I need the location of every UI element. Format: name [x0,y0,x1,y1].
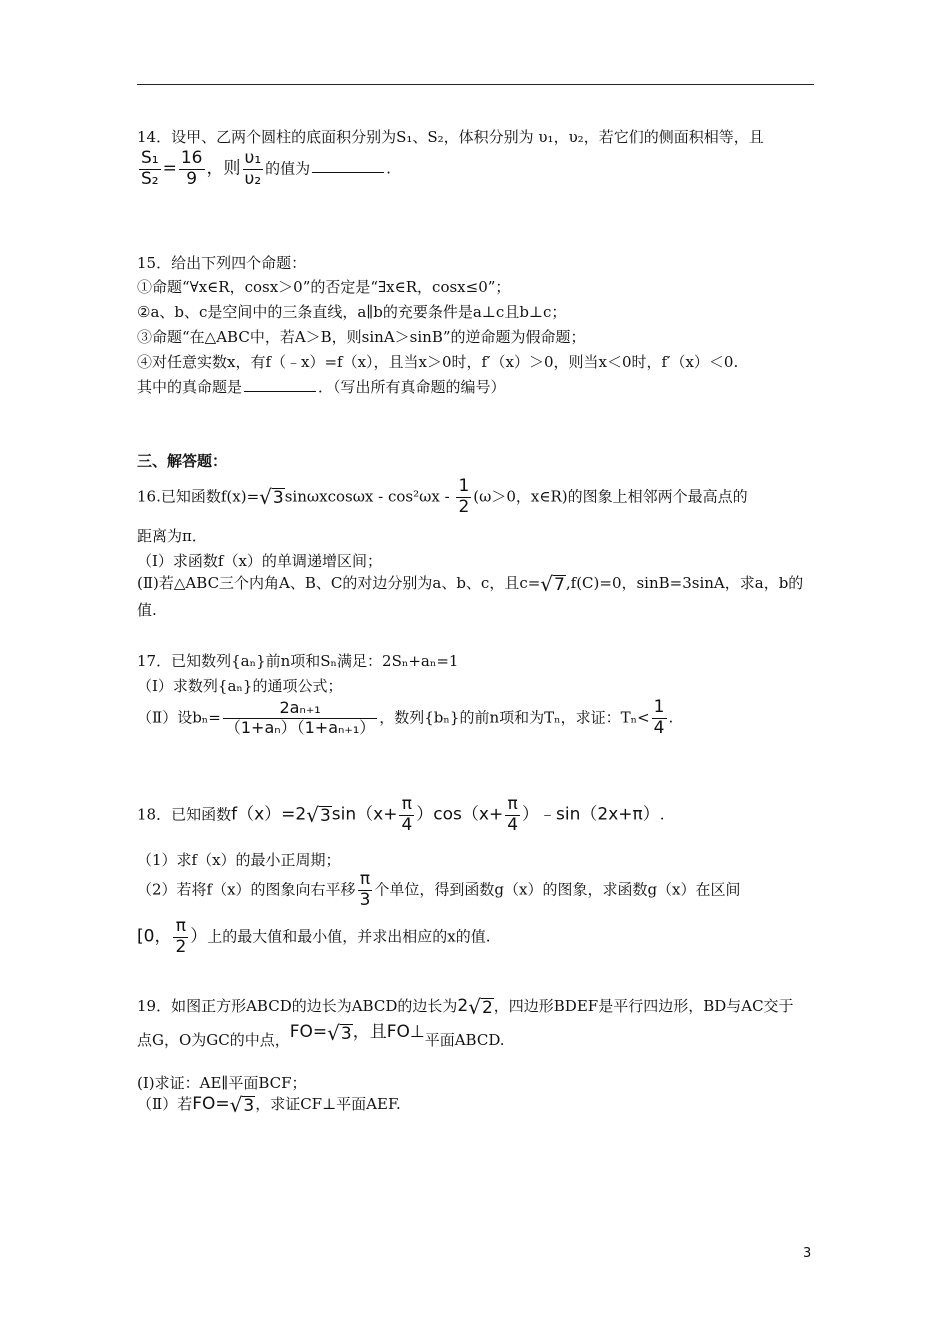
q18-frac-pi4-b: $\frac{\pi}{4}$ [507,794,519,835]
q17-part1: （Ⅰ）求数列{aₙ}的通项公式； [137,677,343,695]
q14-line1: 14．设甲、乙两个圆柱的底面积分别为S₁、S₂，体积分别为 υ₁，υ₂，若它们的侧面积相等，且 [137,128,764,146]
q15-title: 15．给出下列四个命题： [137,254,307,272]
q16-part1: （Ⅰ）求函数f（x）的单调递增区间； [137,552,382,570]
q19-sqrt-2: √ 2 [468,995,493,1019]
q19-sqrt-3: √ 3 [327,1021,352,1045]
q16-sqrt-7: √ 7 [540,572,565,596]
q18-frac-pi4-a: $\frac{\pi}{4}$ [401,794,413,835]
q17-part2: （Ⅱ）设bₙ= $\frac{\text{2aₙ₊₁}}{\text{（1+aₙ）（1+aₙ₊₁）}}$ ，数列{bₙ}的前n项和为Tₙ，求证：Tₙ< $\frac{1}{4}$ . [137,697,674,738]
q14-frac-s: $\frac{\text{S₁}}{\text{S₂}}$ [141,148,159,189]
q19-sqrt-3b: √ 3 [229,1093,255,1117]
q18-frac-pi3: $\frac{\pi}{3}$ [359,869,371,910]
q16-frac-half: $\frac{1}{2}$ [458,476,470,517]
q18-part2: （2）若将f（x）的图象向右平移 $\frac{\pi}{3}$ 个单位，得到函数g（x）的图象，求函数g（x）在区间 [137,869,741,910]
q18-part2-cont: [0， $\frac{\pi}{2}$ ）上的最大值和最小值，并求出相应的x的值. [137,916,491,957]
section-title: 三、解答题： [137,452,228,470]
q19-line2: 点G，O为GC的中点，FO= √ 3 ，且FO⊥平面ABCD. [137,1021,505,1049]
q16-line1: 16.已知函数f(x)= √ 3 sinωxcosωx - cos²ωx - $\frac{1}{2}$ (ω＞0，x∈R)的图象上相邻两个最高点的 [137,476,748,517]
q19-part2: （Ⅱ）若FO= √ 3 ，求证CF⊥平面AEF. [137,1093,401,1117]
q19-line1: 19．如图正方形ABCD的边长为ABCD的边长为2 √ 2 ，四边形BDEF是平行四边形，BD与AC交于 [137,995,794,1019]
q14-line2: $\frac{\text{S₁}}{\text{S₂}}$ = $\frac{16}{9}$ ，则 $\frac{\text{υ₁}}{\text{υ₂}}$ 的值为 . [141,148,391,189]
q18-line1: 18．已知函数f（x）=2 √ 3 sin（x+ $\frac{\pi}{4}$ ）cos（x+ $\frac{\pi}{4}$ ）﹣sin（2x+π）. [137,794,665,835]
q16-part2: (Ⅱ)若△ABC三个内角A、B、C的对边分别为a、b、c，且c= √ 7 ,f(C)=0，sinB=3sinA，求a，b的 [137,572,804,596]
q16-part2-cont: 值. [137,601,157,619]
q15-answer-blank [244,377,316,392]
q18-frac-pi2: $\frac{\pi}{2}$ [175,916,187,957]
q15-item-4: ④对任意实数x，有f（﹣x）=f（x），且当x＞0时，f′（x）＞0，则当x＜0时，f′（x）＜0. [137,353,739,371]
q17-line1: 17．已知数列{aₙ}前n项和Sₙ满足：2Sₙ+aₙ=1 [137,652,459,670]
q15-item-3: ③命题“在△ABC中，若A＞B，则sinA＞sinB”的逆命题为假命题； [137,328,586,346]
q14-frac-ratio: $\frac{16}{9}$ [180,148,203,189]
page-number: 3 [803,1246,812,1261]
q14-frac-v: $\frac{\text{υ₁}}{\text{υ₂}}$ [244,148,262,189]
q15-answer-line: 其中的真命题是 ．（写出所有真命题的编号） [137,378,506,396]
q19-part1: (Ⅰ)求证：AE∥平面BCF； [137,1074,307,1092]
q15-item-2: ②a、b、c是空间中的三条直线，a∥b的充要条件是a⊥c且b⊥c； [137,303,567,321]
q17-frac-bn: $\frac{\text{2aₙ₊₁}}{\text{（1+aₙ）（1+aₙ₊₁）}}$ [224,698,376,737]
q16-line2: 距离为π． [137,527,207,545]
q18-sqrt: √ 3 [306,803,331,828]
q17-frac-quarter: $\frac{1}{4}$ [653,697,665,738]
q14-answer-blank [312,158,384,173]
header-rule [137,84,814,85]
q15-item-1: ①命题“∀x∈R，cosx＞0”的否定是“∃x∈R，cosx≤0”； [137,278,511,296]
q18-part1: （1）求f（x）的最小正周期； [137,851,341,869]
q16-sqrt: √ 3 [259,485,284,510]
